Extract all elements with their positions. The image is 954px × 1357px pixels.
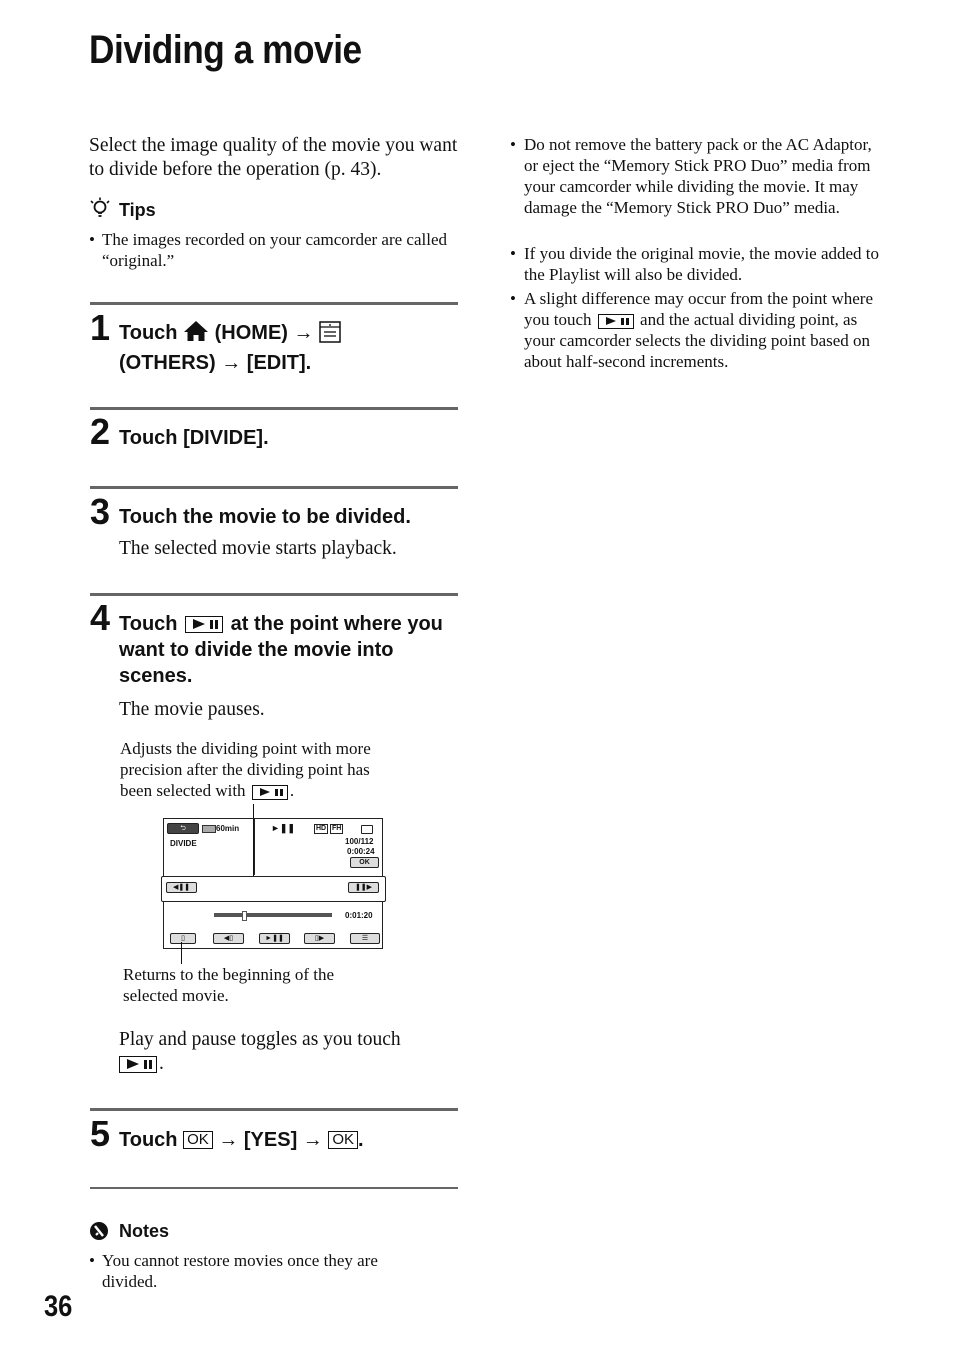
ok-button[interactable]: OK [350, 857, 379, 868]
home-icon [183, 320, 209, 349]
screen-label: DIVIDE [170, 839, 197, 848]
tips-icon [89, 197, 111, 226]
play-pause-icon [119, 1056, 157, 1073]
step-2-text: Touch [DIVIDE]. [119, 427, 269, 449]
others-icon [319, 321, 341, 350]
progress-bar[interactable] [214, 913, 332, 917]
step-number: 4 [90, 597, 111, 638]
divider [90, 593, 458, 596]
step-1-text: Touch (HOME) → (OTHERS) → [EDIT]. [119, 320, 459, 376]
step-number: 5 [90, 1113, 111, 1154]
step-number: 2 [90, 411, 111, 452]
step-number: 3 [90, 491, 111, 532]
step-forward-button[interactable]: ❚❚▶ [348, 882, 379, 893]
notes-item-text: You cannot restore movies once they are divided. [102, 1251, 378, 1291]
memory-icon [361, 825, 373, 834]
tips-item: • The images recorded on your camcorder are called “original.” [89, 230, 448, 270]
tips-item-text: The images recorded on your camcorder are called “original.” [102, 230, 448, 270]
callout-adjust: Adjusts the dividing point with more precision after the dividing point has been selected with . [120, 739, 371, 800]
back-button[interactable]: ⮌ [167, 823, 199, 834]
quality-badge: FH [332, 825, 342, 832]
divider [90, 486, 458, 489]
right-bullet: • If you divide the original movie, the movie added to the Playlist will also be divided. [510, 244, 880, 284]
play-pause-indicator-icon: ►❚❚ [271, 823, 295, 833]
divider [90, 1108, 458, 1111]
step-number: 1 [90, 307, 111, 348]
step-back-button[interactable]: ◀❚❚ [166, 882, 197, 893]
next-button[interactable]: ▯▶ [304, 933, 335, 944]
page-title: Dividing a movie [89, 28, 362, 72]
tips-heading: Tips [119, 200, 156, 220]
callout-start: Returns to the beginning of the selected movie. [123, 965, 335, 1005]
step-5-text: Touch OK → [YES] → OK . [119, 1129, 364, 1151]
battery-remaining: 60min [216, 824, 240, 833]
adjust-bar [161, 876, 386, 902]
toggle-note: Play and pause toggles as you touch . [119, 1029, 401, 1074]
play-pause-icon [598, 314, 634, 329]
play-pause-button[interactable]: ►❚❚ [259, 933, 290, 944]
total-time: 0:01:20 [345, 911, 373, 920]
menu-button[interactable]: ☰ [350, 933, 380, 944]
step-3-text: Touch the movie to be divided. [119, 506, 411, 528]
step-3-desc: The selected movie starts playback. [119, 538, 397, 559]
page-number: 36 [44, 1290, 73, 1323]
notes-item: • You cannot restore movies once they are divided. [89, 1250, 429, 1292]
divider [90, 1187, 458, 1189]
right-bullet: • Do not remove the battery pack or the AC Adaptor, or eject the “Memory Stick PRO Duo” media from your camcorder while dividing the movie. It may damage the “Memory Stick PRO Duo” media. [510, 135, 872, 217]
ok-icon: OK [328, 1131, 358, 1149]
current-time: 0:00:24 [347, 847, 375, 856]
progress-marker[interactable] [242, 911, 247, 921]
right-bullet: • A slight difference may occur from the point where you touch and the actual dividing point, as your camcorder selects the dividing point based on about half-second increments. [510, 289, 874, 371]
step-4-desc: The movie pauses. [119, 699, 265, 720]
divider [90, 407, 458, 410]
play-pause-icon [252, 785, 288, 800]
intro-text: Select the image quality of the movie you want to divide before the operation (p. 43). [89, 135, 458, 180]
lcd-screen [163, 818, 383, 949]
step-4-text: Touch at the point where you want to divide the movie into scenes. [119, 613, 443, 687]
go-to-start-button[interactable]: ▯ [170, 933, 196, 944]
battery-icon [202, 825, 216, 833]
counter: 100/112 [345, 837, 374, 846]
callout-line [181, 942, 182, 964]
divider [90, 302, 458, 305]
play-pause-icon [185, 616, 223, 633]
previous-button[interactable]: ◀▯ [213, 933, 244, 944]
hd-badge: HD [316, 825, 327, 832]
ok-icon: OK [183, 1131, 213, 1149]
notes-icon [89, 1221, 109, 1246]
screen-divider [254, 819, 255, 875]
notes-heading: Notes [119, 1221, 170, 1241]
